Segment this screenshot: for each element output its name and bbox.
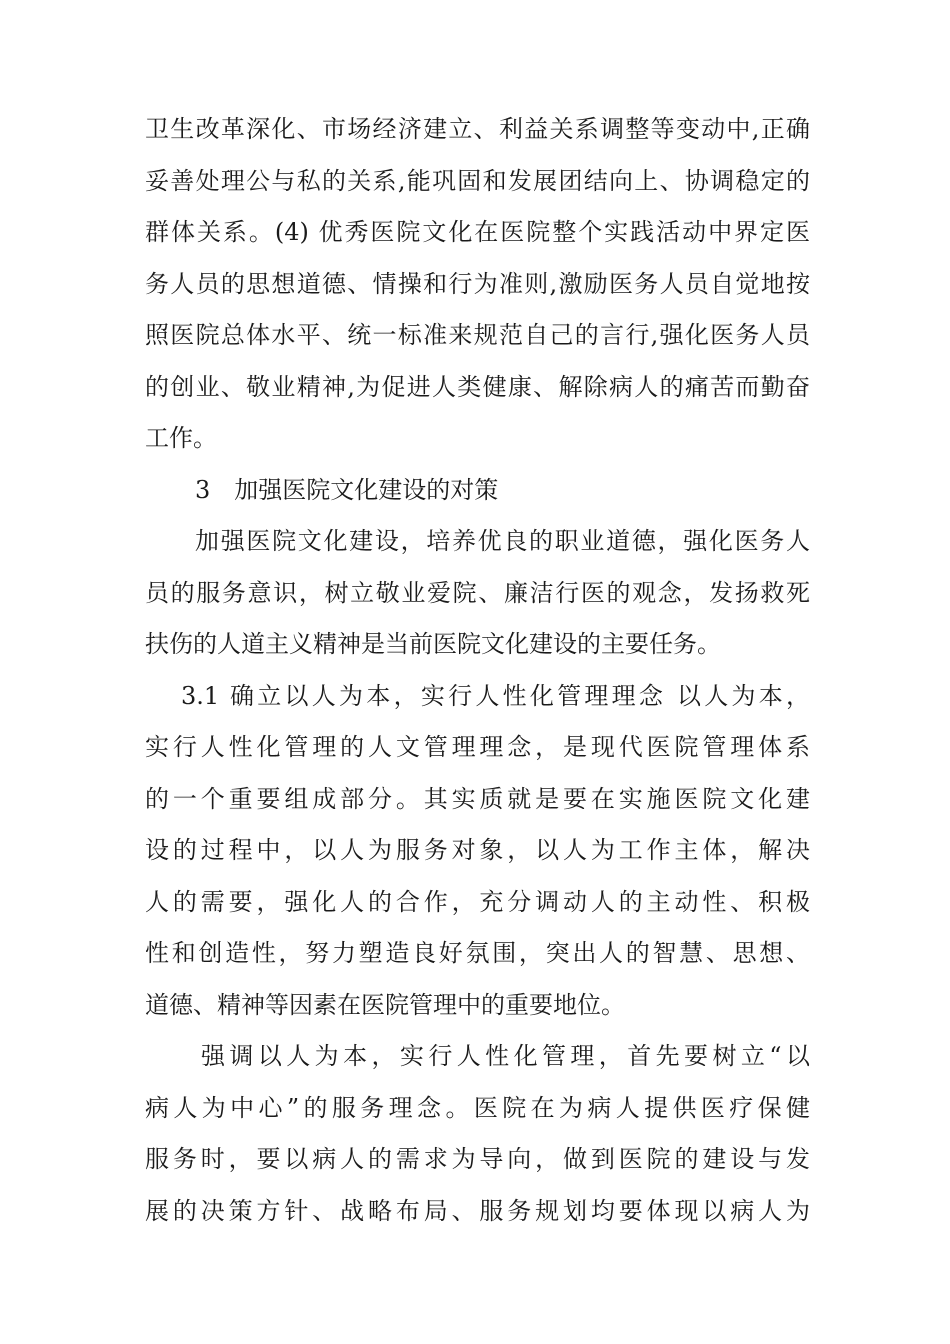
paragraph-line: 病人为中心”的服务理念。医院在为病人提供医疗保健 bbox=[145, 1093, 810, 1122]
intro-line: 扶伤的人道主义精神是当前医院文化建设的主要任务。 bbox=[145, 630, 721, 658]
subsection-line: 道德、精神等因素在医院管理中的重要地位。 bbox=[145, 990, 625, 1019]
paragraph-line: 强调以人为本，实行人性化管理，首先要树立“以 bbox=[201, 1042, 810, 1070]
subsection-line: 实行人性化管理的人文管理理念，是现代医院管理体系 bbox=[145, 733, 810, 761]
text-line: 的创业、敬业精神,为促进人类健康、解除病人的痛苦而勤奋 bbox=[145, 372, 810, 401]
intro-line: 员的服务意识，树立敬业爱院、廉洁行医的观念，发扬救死 bbox=[145, 578, 810, 607]
subsection-line: 3.1 确立以人为本，实行人性化管理理念 以人为本， bbox=[181, 681, 810, 710]
subsection-line: 人的需要，强化人的合作，充分调动人的主动性、积极 bbox=[145, 887, 810, 916]
text-line: 工作。 bbox=[145, 424, 217, 452]
text-line: 卫生改革深化、市场经济建立、利益关系调整等变动中,正确 bbox=[145, 115, 810, 143]
intro-line: 加强医院文化建设，培养优良的职业道德，强化医务人 bbox=[195, 527, 810, 555]
paragraph-line: 服务时，要以病人的需求为导向，做到医院的建设与发 bbox=[145, 1145, 810, 1173]
subsection-line: 的一个重要组成部分。其实质就是要在实施医院文化建 bbox=[145, 784, 810, 813]
text-line: 务人员的思想道德、情操和行为准则,激励医务人员自觉地按 bbox=[145, 269, 810, 298]
subsection-line: 设的过程中，以人为服务对象，以人为工作主体，解决 bbox=[145, 836, 810, 864]
subsection-line: 性和创造性，努力塑造良好氛围，突出人的智慧、思想、 bbox=[145, 939, 810, 967]
text-line: 妥善处理公与私的关系,能巩固和发展团结向上、协调稳定的 bbox=[145, 166, 810, 195]
section-heading: 3 加强医院文化建设的对策 bbox=[195, 475, 499, 504]
paragraph-line: 展的决策方针、战略布局、服务规划均要体现以病人为 bbox=[145, 1196, 810, 1225]
document-body bbox=[145, 104, 810, 1237]
text-line: 照医院总体水平、统一标准来规范自己的言行,强化医务人员 bbox=[145, 321, 810, 349]
text-line: 群体关系。(4) 优秀医院文化在医院整个实践活动中界定医 bbox=[145, 218, 810, 246]
